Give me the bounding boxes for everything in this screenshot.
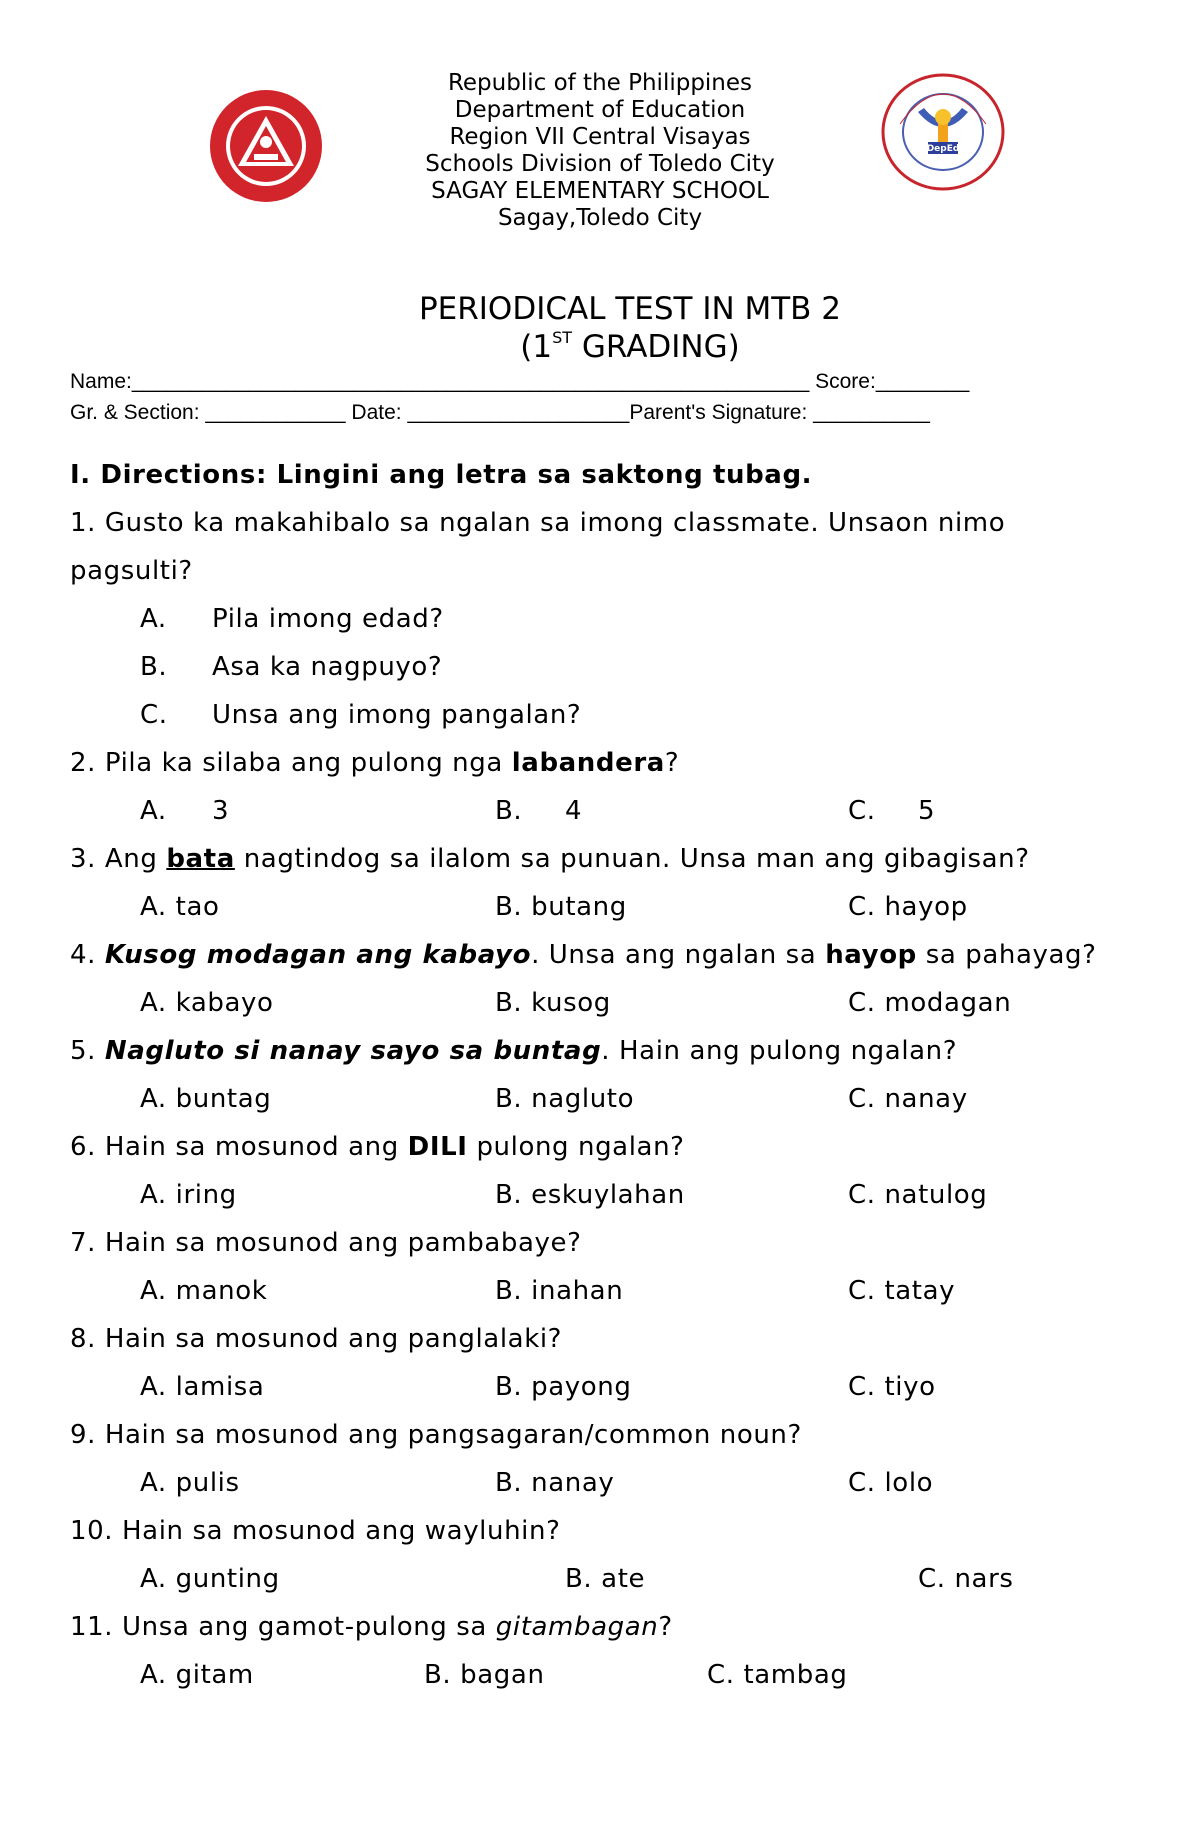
question-5	[70, 1036, 957, 1066]
q3-option-a[interactable]: A. tao	[140, 892, 220, 922]
question-7: 7. Hain sa mosunod ang pambabaye?	[70, 1228, 582, 1258]
q4-keyword: hayop	[825, 940, 917, 970]
q1-option-c-letter[interactable]: C.	[140, 700, 168, 730]
q4-option-a[interactable]: A. kabayo	[140, 988, 274, 1018]
header-line-address: Sagay,Toledo City	[497, 205, 703, 231]
question-2	[70, 748, 679, 778]
q1-option-a-text: Pila imong edad?	[212, 604, 444, 634]
directions: I. Directions: Lingini ang letra sa saktong tubag.	[70, 460, 813, 490]
q2-option-a-text: 3	[212, 796, 230, 826]
section-field[interactable]: ____________	[205, 401, 346, 424]
q6-keyword: DILI	[407, 1132, 468, 1162]
q11-option-b[interactable]: B. bagan	[424, 1660, 545, 1690]
date-label: Date:	[351, 401, 402, 424]
q8-option-b[interactable]: B. payong	[495, 1372, 632, 1402]
score-label: Score:	[815, 370, 876, 393]
test-title	[300, 290, 960, 366]
question-3	[70, 844, 1030, 874]
q9-option-c[interactable]: C. lolo	[848, 1468, 934, 1498]
q5-option-b[interactable]: B. nagluto	[495, 1084, 635, 1114]
q4-option-c[interactable]: C. modagan	[848, 988, 1012, 1018]
question-1-line-2: pagsulti?	[70, 556, 193, 586]
q3-keyword: bata	[166, 844, 235, 874]
q4-option-b[interactable]: B. kusog	[495, 988, 611, 1018]
title-grade-number: (1	[520, 329, 553, 365]
question-8: 8. Hain sa mosunod ang panglalaki?	[70, 1324, 563, 1354]
q8-option-a[interactable]: A. lamisa	[140, 1372, 265, 1402]
q5-number: 5.	[70, 1036, 105, 1066]
header-line-republic: Republic of the Philippines	[447, 70, 753, 96]
name-field[interactable]: __________________________________________________________	[131, 370, 810, 393]
q5-text: . Hain ang pulong ngalan?	[601, 1036, 958, 1066]
q6-option-b[interactable]: B. eskuylahan	[495, 1180, 685, 1210]
question-4	[70, 940, 1097, 970]
q7-option-c[interactable]: C. tatay	[848, 1276, 956, 1306]
q4-text-end: sa pahayag?	[916, 940, 1097, 970]
deped-seal-logo	[208, 88, 324, 204]
title-line-2	[300, 328, 960, 366]
q6-text-end: pulong ngalan?	[467, 1132, 685, 1162]
q7-option-b[interactable]: B. inahan	[495, 1276, 624, 1306]
question-1-line-1: 1. Gusto ka makahibalo sa ngalan sa imong classmate. Unsaon nimo	[70, 508, 1006, 538]
q11-mark: ?	[658, 1612, 673, 1642]
q1-option-a-letter[interactable]: A.	[140, 604, 167, 634]
q10-option-c[interactable]: C. nars	[918, 1564, 1014, 1594]
question-10: 10. Hain sa mosunod ang wayluhin?	[70, 1516, 561, 1546]
q2-text: 2. Pila ka silaba ang pulong nga	[70, 748, 512, 778]
q11-keyword: gitambagan	[495, 1612, 659, 1642]
title-grade-suffix: ST	[552, 328, 573, 347]
q10-option-a[interactable]: A. gunting	[140, 1564, 280, 1594]
question-6	[70, 1132, 685, 1162]
q11-option-c[interactable]: C. tambag	[707, 1660, 848, 1690]
header-line-region: Region VII Central Visayas	[449, 124, 751, 150]
q3-option-b[interactable]: B. butang	[495, 892, 627, 922]
q2-option-b-letter[interactable]: B.	[495, 796, 523, 826]
q1-option-b-letter[interactable]: B.	[140, 652, 168, 682]
school-header	[390, 70, 810, 232]
q11-option-a[interactable]: A. gitam	[140, 1660, 254, 1690]
name-label: Name:	[70, 370, 132, 393]
title-grading-word: GRADING)	[572, 329, 740, 365]
school-seal-logo	[880, 72, 1006, 192]
question-9: 9. Hain sa mosunod ang pangsagaran/common noun?	[70, 1420, 802, 1450]
q2-option-b-text: 4	[565, 796, 583, 826]
q6-option-a[interactable]: A. iring	[140, 1180, 237, 1210]
question-11	[70, 1612, 673, 1642]
q4-sentence: Kusog modagan ang kabayo	[104, 940, 532, 970]
q3-text-end: nagtindog sa ilalom sa punuan. Unsa man ang gibagisan?	[234, 844, 1030, 874]
q5-sentence: Nagluto si nanay sayo sa buntag	[104, 1036, 602, 1066]
q8-option-c[interactable]: C. tiyo	[848, 1372, 936, 1402]
parent-signature-label: Parent's Signature:	[629, 401, 808, 424]
q10-option-b[interactable]: B. ate	[565, 1564, 646, 1594]
name-score-row	[70, 370, 969, 394]
q2-option-a-letter[interactable]: A.	[140, 796, 167, 826]
q6-option-c[interactable]: C. natulog	[848, 1180, 988, 1210]
q5-option-a[interactable]: A. buntag	[140, 1084, 272, 1114]
q5-option-c[interactable]: C. nanay	[848, 1084, 968, 1114]
q2-option-c-letter[interactable]: C.	[848, 796, 876, 826]
q2-mark: ?	[664, 748, 680, 778]
date-field[interactable]: ___________________	[407, 401, 630, 424]
q1-option-b-text: Asa ka nagpuyo?	[212, 652, 443, 682]
q4-text: . Unsa ang ngalan sa	[531, 940, 826, 970]
q7-option-a[interactable]: A. manok	[140, 1276, 268, 1306]
q3-option-c[interactable]: C. hayop	[848, 892, 968, 922]
score-field[interactable]: ________	[875, 370, 970, 393]
parent-signature-field[interactable]: __________	[813, 401, 930, 424]
q4-number: 4.	[70, 940, 105, 970]
q1-option-c-text: Unsa ang imong pangalan?	[212, 700, 582, 730]
q9-option-a[interactable]: A. pulis	[140, 1468, 240, 1498]
title-line-1: PERIODICAL TEST IN MTB 2	[418, 291, 842, 327]
q2-option-c-text: 5	[918, 796, 936, 826]
section-date-signature-row	[70, 401, 930, 425]
q6-text-start: 6. Hain sa mosunod ang	[70, 1132, 408, 1162]
q9-option-b[interactable]: B. nanay	[495, 1468, 615, 1498]
q3-text-start: 3. Ang	[70, 844, 167, 874]
section-label: Gr. & Section:	[70, 401, 200, 424]
header-line-school: SAGAY ELEMENTARY SCHOOL	[431, 178, 769, 204]
header-line-division: Schools Division of Toledo City	[425, 151, 775, 177]
q2-keyword: labandera	[511, 748, 665, 778]
q11-text-start: 11. Unsa ang gamot-pulong sa	[70, 1612, 496, 1642]
svg-text:DepEd: DepEd	[926, 144, 960, 154]
header-line-department: Department of Education	[454, 97, 746, 123]
